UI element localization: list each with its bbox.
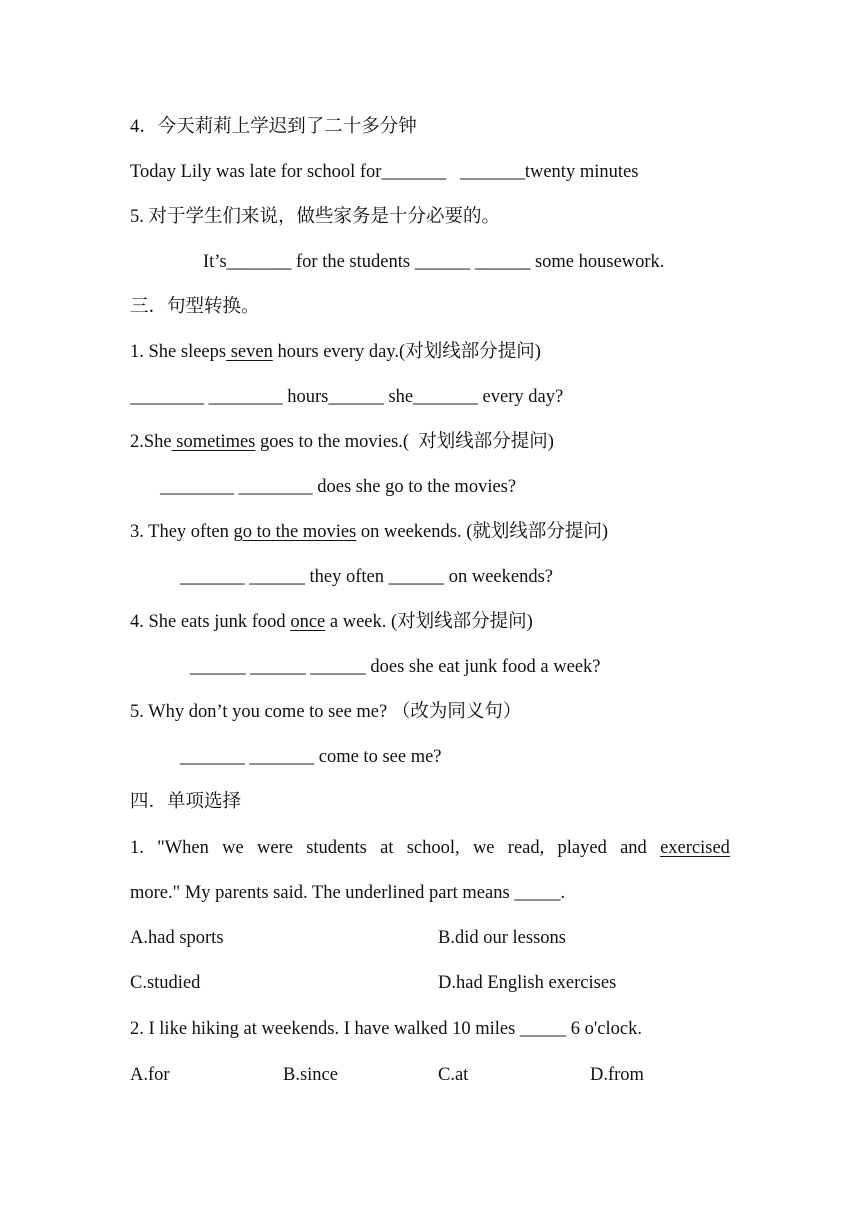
s3-q3-stem xyxy=(130,520,608,544)
q5-translation-answer: It’s_______ for the students ______ ______ some housework. xyxy=(203,252,665,272)
s3-q3-answer: _______ ______ they often ______ on weekends? xyxy=(180,567,554,587)
s3-q4-stem xyxy=(130,610,533,634)
s4-q1-underlined-word: exercised xyxy=(660,838,730,858)
s4-q1-line1 xyxy=(130,836,730,860)
s3-q3-post: on weekends. (就划线部分提问) xyxy=(356,522,609,542)
s4-q2-option-d: D.from xyxy=(590,1065,644,1085)
s4-q1-word: read, xyxy=(507,838,545,858)
s3-q3-underlined: go to the movies xyxy=(233,522,357,542)
s3-q4-post: a week. (对划线部分提问) xyxy=(325,612,533,632)
s3-q1-underlined: seven xyxy=(226,342,273,362)
q5-translation-prompt: 5. 对于学生们来说，做些家务是十分必要的。 xyxy=(130,207,501,227)
s4-q1-word: and xyxy=(620,838,647,858)
s3-q4-pre: 4. She eats junk food xyxy=(130,612,291,632)
q4-translation-prompt: 4．今天莉莉上学迟到了二十多分钟 xyxy=(130,117,417,137)
s4-q1-word: 1. xyxy=(130,838,144,858)
s3-q5-stem xyxy=(130,700,521,724)
s4-q1-word: we xyxy=(472,838,495,858)
q4-translation-answer: Today Lily was late for school for_______ _______twenty minutes xyxy=(130,162,639,182)
section3-heading: 三．句型转换。 xyxy=(130,297,260,317)
s3-q5-pre: 5. Why don’t you come to see me? （改为同义句） xyxy=(130,702,522,722)
s4-q1-word: school, xyxy=(406,838,460,858)
s4-q1-word: at xyxy=(380,838,394,858)
s3-q4-underlined: once xyxy=(290,612,326,632)
s3-q2-post: goes to the movies.( 对划线部分提问) xyxy=(255,432,554,452)
section4-heading: 四．单项选择 xyxy=(130,792,242,812)
s4-q1-word: we xyxy=(222,838,244,858)
s3-q1-answer: ________ ________ hours______ she_______ every day? xyxy=(130,387,564,407)
s4-q1-option-d: D.had English exercises xyxy=(438,973,617,993)
s3-q2-answer: ________ ________ does she go to the movies? xyxy=(160,477,517,497)
s4-q2-stem: 2. I like hiking at weekends. I have walked 10 miles _____ 6 o'clock. xyxy=(130,1019,642,1039)
s4-q1-word: "When xyxy=(157,838,209,858)
s4-q1-option-c: C.studied xyxy=(130,973,201,993)
s4-q1-word: students xyxy=(306,838,367,858)
s4-q1-word: played xyxy=(557,838,607,858)
s4-q1-word: were xyxy=(256,838,293,858)
s4-q1-option-b: B.did our lessons xyxy=(438,928,566,948)
s3-q2-stem xyxy=(130,430,554,454)
s3-q2-underlined: sometimes xyxy=(171,432,256,452)
s3-q3-pre: 3. They often xyxy=(130,522,234,542)
s4-q2-option-b: B.since xyxy=(283,1065,338,1085)
s3-q5-answer: _______ _______ come to see me? xyxy=(180,747,442,767)
s4-q1-line2: more." My parents said. The underlined part means _____. xyxy=(130,883,566,903)
s4-q2-option-c: C.at xyxy=(438,1065,469,1085)
s4-q1-option-a: A.had sports xyxy=(130,928,224,948)
s3-q1-stem xyxy=(130,340,541,364)
s4-q2-option-a: A.for xyxy=(130,1065,170,1085)
s3-q1-post: hours every day.(对划线部分提问) xyxy=(272,342,541,362)
s3-q4-answer: ______ ______ ______ does she eat junk food a week? xyxy=(190,657,601,677)
s3-q1-pre: 1. She sleeps xyxy=(130,342,227,362)
s3-q2-pre: 2.She xyxy=(130,432,172,452)
